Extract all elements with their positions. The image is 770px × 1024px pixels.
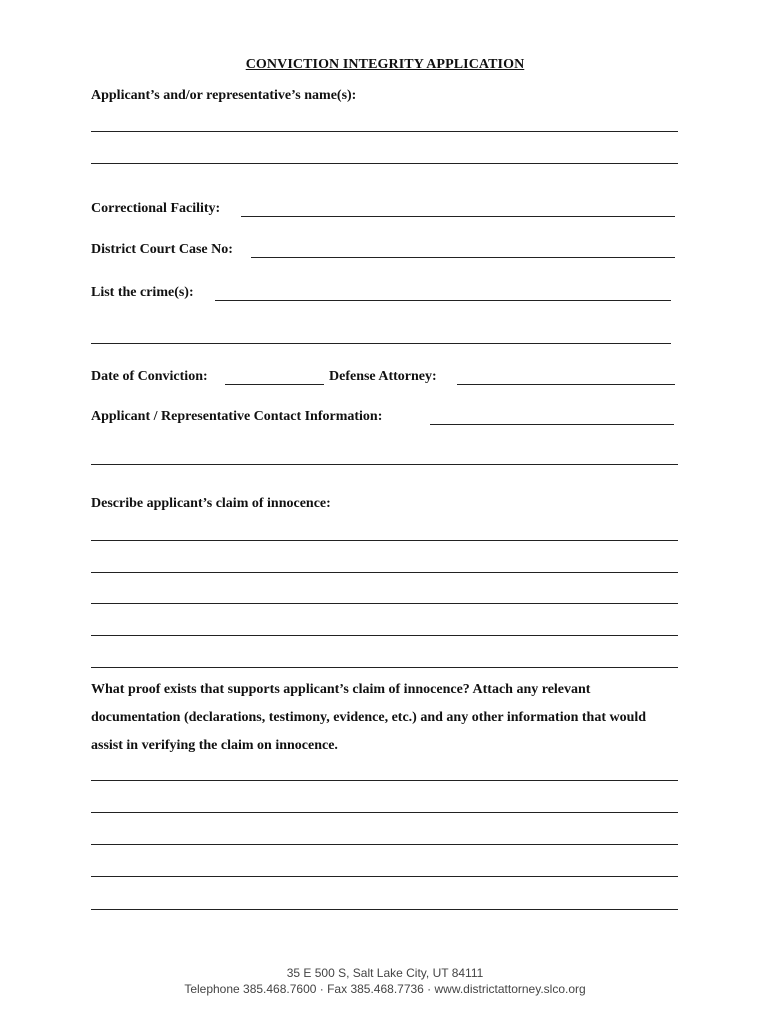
names-line-1[interactable]: [91, 131, 678, 132]
conviction-date-line[interactable]: [225, 384, 324, 385]
proof-line-4[interactable]: [91, 876, 678, 877]
proof-line-2[interactable]: [91, 812, 678, 813]
form-title: CONVICTION INTEGRITY APPLICATION: [245, 57, 525, 72]
facility-label: Correctional Facility:: [91, 201, 221, 216]
contact-info-line-2[interactable]: [91, 464, 678, 465]
defense-attorney-label: Defense Attorney:: [329, 369, 437, 384]
names-line-2[interactable]: [91, 163, 678, 164]
conviction-date-label: Date of Conviction:: [91, 369, 208, 384]
footer-address: 35 E 500 S, Salt Lake City, UT 84111: [286, 966, 484, 980]
innocence-claim-label: Describe applicant’s claim of innocence:: [91, 496, 331, 511]
facility-line[interactable]: [241, 216, 675, 217]
crimes-label: List the crime(s):: [91, 285, 194, 300]
defense-attorney-line[interactable]: [457, 384, 675, 385]
contact-info-label: Applicant / Representative Contact Information:: [91, 409, 383, 424]
proof-question: What proof exists that supports applicant’s claim of innocence? Attach any relevant documentation (declarations, testimony, evidence, etc.) and any other information that would assist in verifying the claim on innocence.: [91, 682, 647, 753]
names-label: Applicant’s and/or representative’s name(s):: [91, 88, 357, 103]
contact-info-line-1[interactable]: [430, 424, 674, 425]
innocence-line-4[interactable]: [91, 635, 678, 636]
proof-line-3[interactable]: [91, 844, 678, 845]
proof-line-5[interactable]: [91, 909, 678, 910]
case-number-line[interactable]: [251, 257, 675, 258]
proof-line-1[interactable]: [91, 780, 678, 781]
footer-contact: Telephone 385.468.7600 · Fax 385.468.7736 · www.districtattorney.slco.org: [184, 982, 586, 996]
innocence-line-2[interactable]: [91, 572, 678, 573]
innocence-line-3[interactable]: [91, 603, 678, 604]
crimes-line-2[interactable]: [91, 343, 671, 344]
innocence-line-1[interactable]: [91, 540, 678, 541]
crimes-line-1[interactable]: [215, 300, 671, 301]
innocence-line-5[interactable]: [91, 667, 678, 668]
case-number-label: District Court Case No:: [91, 242, 233, 257]
